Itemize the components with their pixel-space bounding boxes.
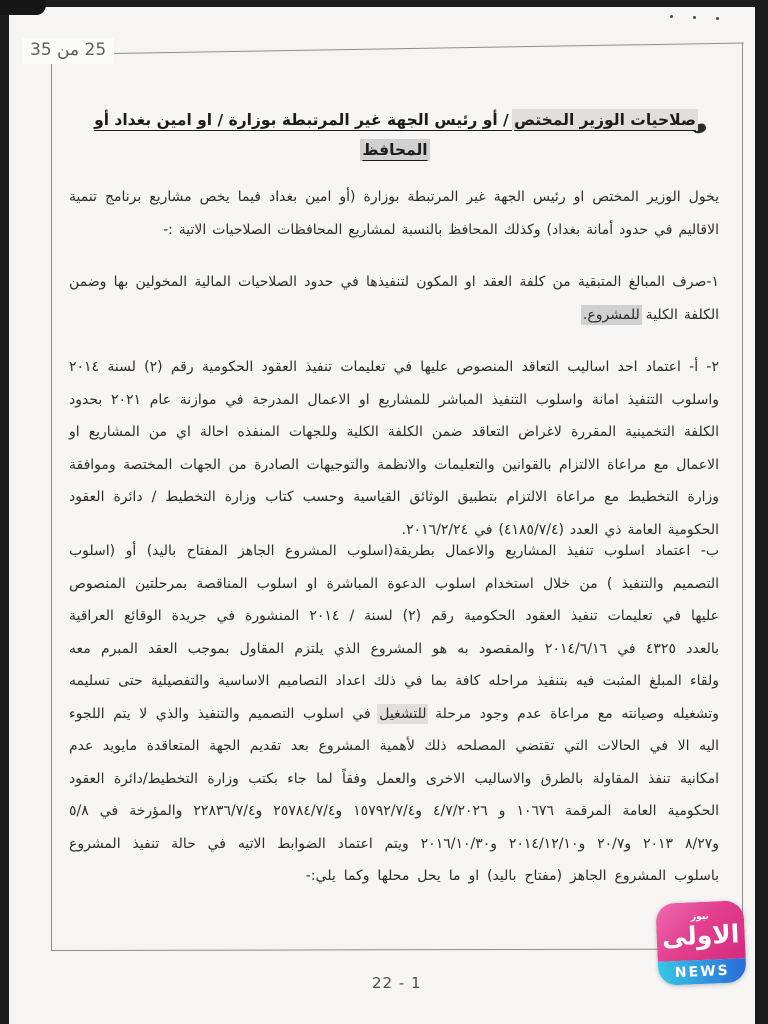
document-title xyxy=(71,105,719,165)
scan-dots xyxy=(668,13,728,23)
footer-page-number: 22 - 1 xyxy=(372,974,422,992)
clause-1-highlighted-word: للمشروع. xyxy=(582,306,640,323)
scan-edge-right xyxy=(755,0,768,1024)
intro-paragraph: يخول الوزير المختص او رئيس الجهة غير المرتبطة بوزارة (أو امين بغداد فيما يخص مشاريع برنامج تنمية الاقاليم في حدود أمانة بغداد) وكذلك المحافظ بالنسبة لمشاريع المحافظات الصلاحيات الاتية :- xyxy=(69,189,719,238)
frame-border-left xyxy=(51,55,52,951)
logo-arabic-small-label: نيوز xyxy=(690,911,710,923)
scan-corner-blob xyxy=(0,0,46,15)
title-segment-highlighted: المحافظ xyxy=(362,141,428,159)
clause-2b-highlighted-word: للتشغيل xyxy=(379,705,427,722)
clause-2b-text-2: في اسلوب التصميم والتنفيذ والذي لا يتم اللجوء اليه الا في الحالات التي تقتضي المصلحه ذلك لأهمية المشروع بعد تقديم الجهة المتعاقدة مايويد عدم امكانية تنفذ المقاولة بالطرق والاساليب الاخرى والعمل وفقاً لما جاء بكتب وزارة التخطيط/دائرة العقود الحكومية العامة المرقمة ١٠٦٧٦ و ٤/٧/٢٠٢٦ و١٥٧٩٢/٧/٤ و٢٥٧٨٤/٧/٤ و٢٢٨٣٦/٧/٤ والمؤرخة في ٥/٨ و٨/٢٧ ٢٠١٣ و٢٠/٧ و٢٠١٤/١٢/١٠ و٢٠١٦/١٠/٣٠ ويتم اعتماد الضوابط الاتيه في حالة تنفيذ المشروع باسلوب المشروع الجاهز (مفتاح باليد) او ما يحل محلها وكما يلي:- xyxy=(69,705,719,884)
scan-edge-left xyxy=(0,0,9,1024)
page-counter: 25 من 35 xyxy=(22,38,114,64)
logo-arabic-wordmark xyxy=(655,900,745,962)
clause-2b-paragraph xyxy=(69,535,719,893)
clause-2b-text-1: ب- اعتماد اسلوب تنفيذ المشاريع والاعمال بطريقة(اسلوب المشروع الجاهز المفتاح باليد) أو (اسلوب التصميم والتنفيذ ) من خلال استخدام اسلوب الدعوة المباشرة او اسلوب المناقصة بمرحلتين المنصوص عليها في تعليمات تنفيذ العقود الحكومية رقم (٢) لسنة / ٢٠١٤ المنشورة في جريدة الوقائع العراقية بالعدد ٤٣٢٥ في ٢٠١٤/٦/١٦ والمقصود به هو المشروع الذي يلتزم المقاول بموجب العقد المبرم معه ولقاء المبلغ المثبت فيه بتنفيذ مراحله كافة بما في ذلك اعداد التصاميم الاساسية والتفصيلية حتى تسليمه وتشغيله وصيانته مع مراعاة عدم وجود مرحلة xyxy=(69,543,719,722)
logo-arabic-main-label: الاولى xyxy=(661,919,740,952)
clause-2a-paragraph: ٢- أ- اعتماد احد اساليب التعاقد المنصوص عليها في تعليمات تنفيذ العقود الحكومية رقم (٢) لسنة ٢٠١٤ واسلوب التنفيذ امانة واسلوب التنفيذ المباشر للمشاريع او الاعمال المدرجة في موازنة عام ٢٠٢١ بحدود الكلفة التخمينية المقررة لاغراض التعاقد ضمن الكلفة الكلية وللجهات المنفذه احالة اي من المشاريع او الاعمال مع مراعاة الالتزام بالقوانين والتعليمات والانظمة والتوجيهات الصادرة من الجهات المختصة وموافقة وزارة التخطيط مع مراعاة الالتزام بتطبيق الوثائق القياسية وحسب كتاب وزارة التخطيط / دائرة العقود الحكومية العامة ذي العدد (٤١٨٥/٧/٤) في ٢٠١٦/٢/٢٤. xyxy=(69,359,719,538)
scan-edge-top xyxy=(0,0,768,7)
title-segment-highlighted: صلاحيات الوزير المختص xyxy=(514,111,696,129)
title-segment: / أو رئيس الجهة غير المرتبطة بوزارة / او امين بغداد أو xyxy=(94,111,515,129)
clause-1-text: ١-صرف المبالغ المتبقية من كلفة العقد او المكون لتنفيذها في حدود الصلاحيات المالية المخولين بها وضمن الكلفة الكلية xyxy=(69,274,719,323)
frame-border-right xyxy=(742,43,743,951)
logo-news-band: NEWS xyxy=(658,958,747,986)
frame-border-top xyxy=(51,43,744,56)
news-agency-logo xyxy=(655,900,746,986)
clause-1-paragraph xyxy=(69,266,719,331)
frame-border-bottom xyxy=(51,949,743,952)
